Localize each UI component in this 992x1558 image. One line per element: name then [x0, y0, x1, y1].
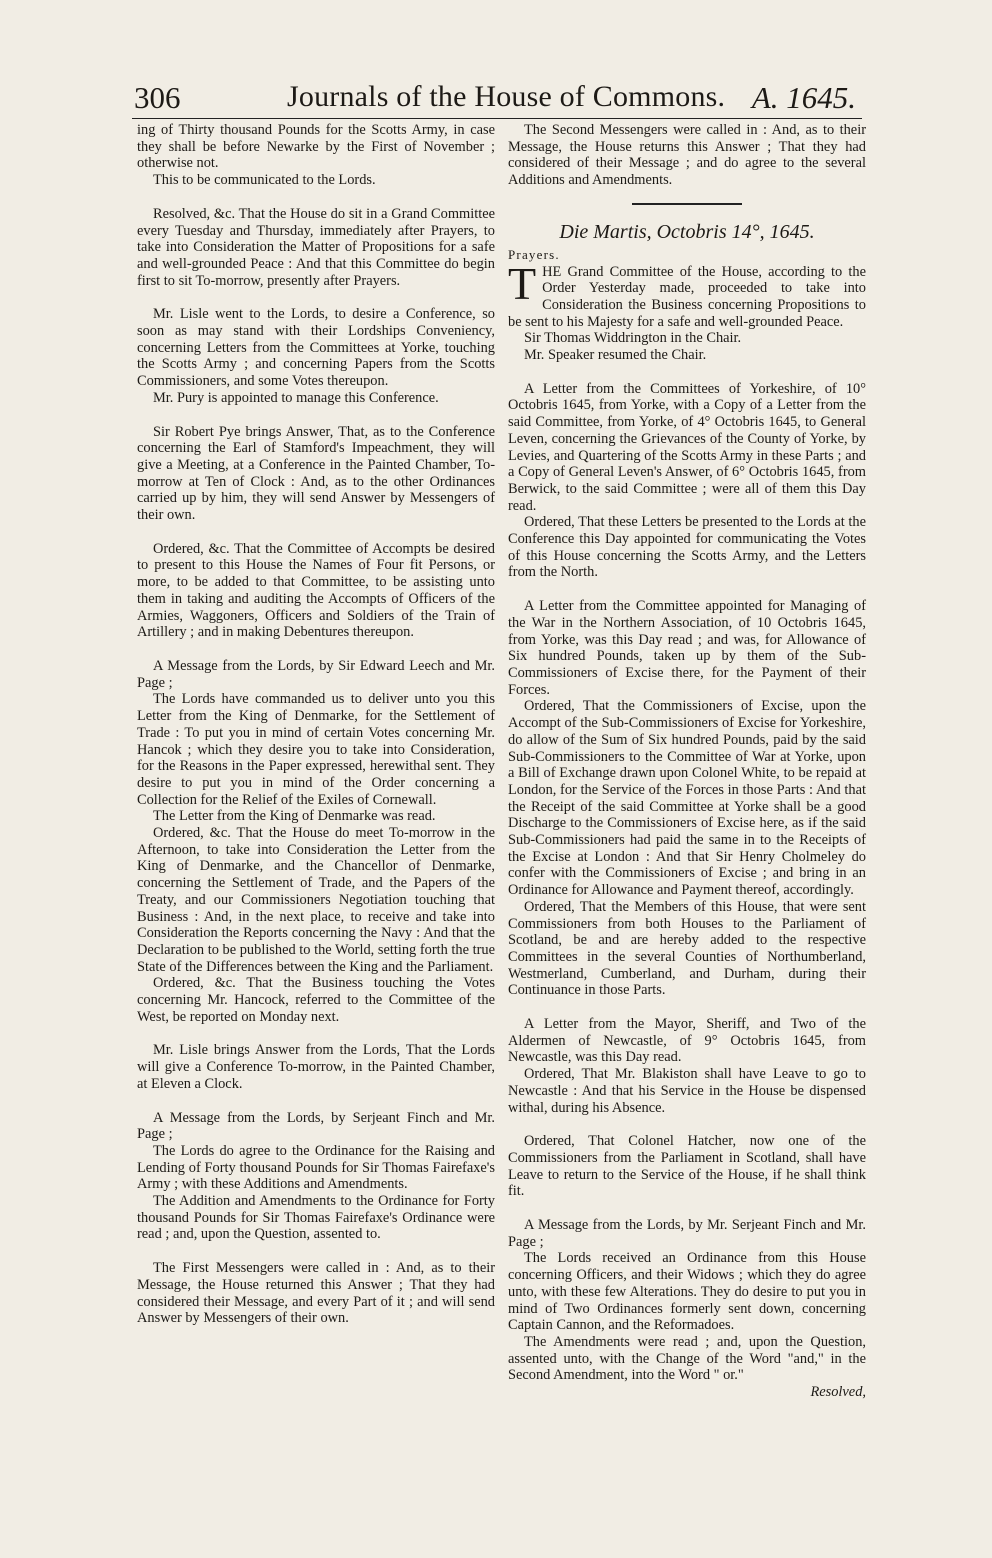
page-number: 306	[134, 80, 181, 115]
paragraph: The Lords have commanded us to deliver unto you this Letter from the King of Denmarke, for the Settlement of Trade : To put you in mind of certain Votes concerning Mr. Hancok ; which they desire you to take into Consideration, for the Reasons in the Paper expressed, herewithal sent. They desire to put you in mind of the Order concerning a Collection for the Relief of the Exiles of Cornewall.	[137, 691, 495, 808]
paragraph: The Amendments were read ; and, upon the Question, assented unto, with the Change of the Word "and," in the Second Amendment, into the Word " or."	[508, 1334, 866, 1384]
prayers-label: Prayers.	[508, 246, 560, 262]
paragraph: The Second Messengers were called in : And, as to their Message, the House returns this Answer ; That they had considered of their Message ; and do agree to the several Additions and Amendments.	[508, 122, 866, 189]
paragraph: Sir Robert Pye brings Answer, That, as to the Conference concerning the Earl of Stamford's Impeachment, they will give a Meeting, at a Conference in the Painted Chamber, To-morrow at Ten of Clock : And, as to the other Ordinances carried up by him, they will send Answer by Messengers of their own.	[137, 423, 495, 524]
paragraph: Ordered, &c. That the Committee of Accompts be desired to present to this House the Names of Four fit Persons, or more, to be added to that Committee, to be assisting unto them in taking and auditing the Accompts of Officers of the Armies, Waggoners, Officers and Soldiers of the Train of Artillery ; and in making Debentures thereupon.	[137, 540, 495, 641]
paragraph: Resolved, &c. That the House do sit in a Grand Committee every Tuesday and Thursday, immediately after Prayers, to take into Consideration the Matter of Propositions for a safe and well-grounded Peace : And that this Committee do begin first to sit To-morrow, presently after Prayers.	[137, 205, 495, 289]
paragraph: Ordered, That these Letters be presented to the Lords at the Conference this Day appointed for communicating the Votes of this House concerning the Scotts Army, and the Letters from the North.	[508, 514, 866, 581]
paragraph: A Letter from the Committee appointed for Managing of the War in the Northern Association, of 10 Octobris 1645, from Yorke, was this Day read ; and was, for Allowance of Six hundred Pounds, taken up by them of the Sub-Commissioners of Excise there, for the Payment of their Forces.	[508, 598, 866, 698]
paragraph: The Lords received an Ordinance from this House concerning Officers, and their Widows ; which they do agree unto, with these few Alterations. They do desire to put you in mind of Two Ordinances formerly sent down, concerning Captain Cannon, and the Reformadoes.	[508, 1250, 866, 1334]
running-header	[132, 78, 862, 119]
paragraph: ing of Thirty thousand Pounds for the Scotts Army, in case they shall be before Newarke by the First of November ; otherwise not.	[137, 122, 495, 172]
paragraph: Ordered, &c. That the House do meet To-morrow in the Afternoon, to take into Consideration the Letter from the King of Denmarke, and the Chancellor of Denmarke, concerning the Settlement of Trade, and the Papers of the Treaty, and our Commissioners Negotiation touching that Business : And, in the next place, to receive and take into Consideration the Reports concerning the Navy : And that the Declaration to be published to the World, setting forth the true State of the Differences between the King and the Parliament.	[137, 825, 495, 975]
paragraph: Ordered, That the Members of this House, that were sent Commissioners from both Houses to the Parliament of Scotland, be and are hereby added to the respective Committees in the several Counties of Northumberland, Westmerland, Cumberland, and Durham, during their Continuance in those Parts.	[508, 898, 866, 999]
paragraph: A Letter from the Committees of Yorkeshire, of 10° Octobris 1645, from Yorke, with a Copy of a Letter from the said Committee, from Yorke, of 4° Octobris 1645, to General Leven, concerning the Grievances of the County of Yorke, by Levies, and Quartering of the Scotts Army in these Parts ; and a Copy of General Leven's Answer, of 6° Octobris 1645, from Berwick, to the said Committee ; were all of them this Day read.	[508, 380, 866, 514]
paragraph: A Message from the Lords, by Mr. Serjeant Finch and Mr. Page ;	[508, 1217, 866, 1250]
paragraph: THE Grand Committee of the House, according to the Order Yesterday made, proceeded to take into Consideration the Business concerning Propositions to be sent to his Majesty for a safe and well-grounded Peace.	[508, 257, 866, 330]
paragraph: Mr. Lisle went to the Lords, to desire a Conference, so soon as may stand with their Lordships Conveniency, concerning Letters from the Committees at Yorke, touching the Scotts Army ; and concerning Papers from the Scotts Commissioners, and some Votes thereupon.	[137, 306, 495, 390]
journal-title: Journals of the House of Commons.	[287, 80, 726, 113]
paragraph: Ordered, That Mr. Blakiston shall have Leave to go to Newcastle : And that his Service in the House be dispensed withal, during his Absence.	[508, 1066, 866, 1116]
paragraph: A Message from the Lords, by Sir Edward Leech and Mr. Page ;	[137, 657, 495, 691]
paragraph: Sir Thomas Widdrington in the Chair.	[524, 330, 742, 347]
paragraph: Ordered, That the Commissioners of Excise, upon the Accompt of the Sub-Commissioners of Excise for Yorkeshire, do allow of the Sum of Six hundred Pounds, paid by the said Sub-Commissioners to the Committee of War at Yorke, upon a Bill of Exchange drawn upon Colonel White, to be repaid at London, for the Service of the Forces in those Parts : And that the Receipt of the said Committee at Yorke shall be a good Discharge to the Commissioners of Excise here, as if the said Sub-Commissioners had paid the same in to the Receipts of the Excise at London : And that Sir Henry Cholmeley do confer with the Commissioners of Excise ; and bring in an Ordinance for Allowance and Payment thereof, accordingly.	[508, 698, 866, 899]
date-heading: Die Martis, Octobris 14°, 1645.	[559, 220, 815, 243]
paragraph: The Letter from the King of Denmarke was read.	[153, 808, 436, 825]
journal-year: A. 1645.	[751, 80, 856, 115]
paragraph: Ordered, &c. That the Business touching the Votes concerning Mr. Hancock, referred to the Committee of the West, be reported on Monday next.	[137, 975, 495, 1025]
right-column	[508, 122, 866, 1401]
paragraph: Mr. Lisle brings Answer from the Lords, That the Lords will give a Conference To-morrow, in the Painted Chamber, at Eleven a Clock.	[137, 1042, 495, 1092]
paragraph: This to be communicated to the Lords.	[153, 172, 376, 189]
catchword: Resolved,	[810, 1384, 866, 1401]
paragraph: The Addition and Amendments to the Ordinance for Forty thousand Pounds for Sir Thomas Fairefaxe's Ordinance were read ; and, upon the Question, assented to.	[137, 1193, 495, 1243]
drop-cap: T	[508, 257, 537, 309]
paragraph: Mr. Speaker resumed the Chair.	[524, 347, 707, 364]
paragraph: A Message from the Lords, by Serjeant Finch and Mr. Page ;	[137, 1109, 495, 1143]
paragraph: The Lords do agree to the Ordinance for the Raising and Lending of Forty thousand Pounds for Sir Thomas Fairefaxe's Army ; with these Additions and Amendments.	[137, 1142, 495, 1193]
section-rule	[632, 203, 742, 205]
paragraph: Ordered, That Colonel Hatcher, now one of the Commissioners from the Parliament in Scotland, shall have Leave to return to the Service of the House, if he shall think fit.	[508, 1133, 866, 1200]
paragraph: Mr. Pury is appointed to manage this Conference.	[153, 389, 439, 406]
paragraph: The First Messengers were called in : And, as to their Message, the House returned this Answer ; That they had considered their Message, and every Part of it ; and will send Answer by Messengers of their own.	[137, 1260, 495, 1327]
left-column	[137, 122, 495, 1327]
paragraph: A Letter from the Mayor, Sheriff, and Two of the Aldermen of Newcastle, of 9° Octobris 1645, from Newcastle, was this Day read.	[508, 1016, 866, 1066]
